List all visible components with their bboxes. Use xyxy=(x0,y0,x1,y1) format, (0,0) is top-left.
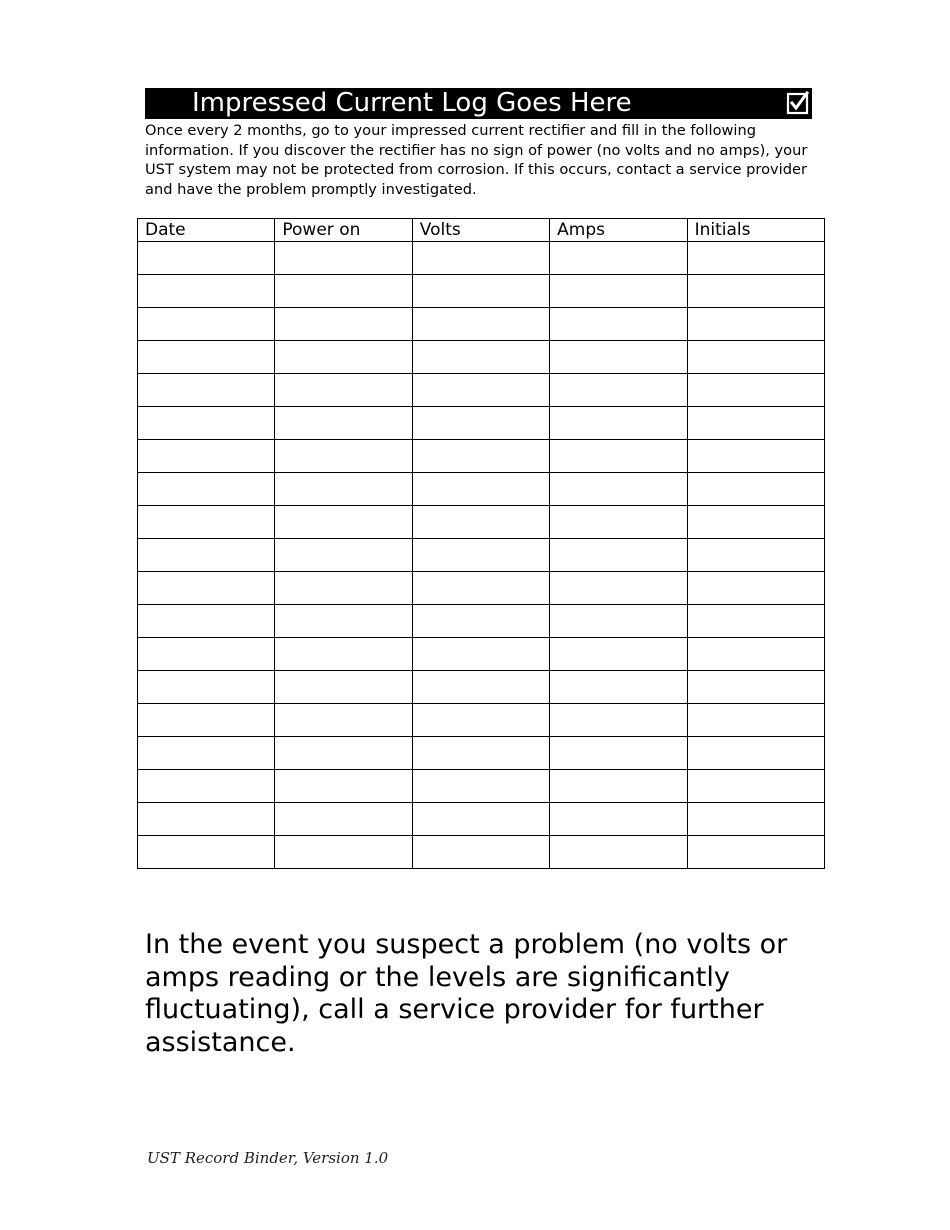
log-entry-cell[interactable] xyxy=(687,473,824,506)
log-entry-cell[interactable] xyxy=(412,638,549,671)
log-entry-cell[interactable] xyxy=(687,506,824,539)
table-row xyxy=(138,308,825,341)
table-row xyxy=(138,242,825,275)
log-entry-cell[interactable] xyxy=(687,308,824,341)
log-entry-cell[interactable] xyxy=(275,506,412,539)
log-entry-cell[interactable] xyxy=(138,638,275,671)
table-row xyxy=(138,803,825,836)
log-entry-cell[interactable] xyxy=(550,770,687,803)
table-row xyxy=(138,572,825,605)
log-entry-cell[interactable] xyxy=(412,308,549,341)
log-entry-cell[interactable] xyxy=(412,836,549,869)
log-entry-cell[interactable] xyxy=(412,605,549,638)
table-row xyxy=(138,638,825,671)
log-entry-cell[interactable] xyxy=(275,836,412,869)
table-row xyxy=(138,275,825,308)
log-entry-cell[interactable] xyxy=(275,638,412,671)
log-entry-cell[interactable] xyxy=(550,737,687,770)
footer-version: UST Record Binder, Version 1.0 xyxy=(147,1149,389,1167)
log-entry-cell[interactable] xyxy=(138,308,275,341)
log-entry-cell[interactable] xyxy=(687,836,824,869)
table-row xyxy=(138,770,825,803)
log-entry-cell[interactable] xyxy=(412,374,549,407)
table-row xyxy=(138,539,825,572)
log-entry-cell[interactable] xyxy=(550,704,687,737)
log-entry-cell[interactable] xyxy=(412,803,549,836)
log-entry-cell[interactable] xyxy=(687,275,824,308)
log-entry-cell[interactable] xyxy=(275,407,412,440)
log-entry-cell[interactable] xyxy=(138,770,275,803)
log-entry-cell[interactable] xyxy=(275,341,412,374)
log-entry-cell[interactable] xyxy=(687,704,824,737)
log-entry-cell[interactable] xyxy=(687,539,824,572)
log-entry-cell[interactable] xyxy=(550,341,687,374)
column-header: Power on xyxy=(275,219,412,242)
log-entry-cell[interactable] xyxy=(550,440,687,473)
log-entry-cell[interactable] xyxy=(412,770,549,803)
table-row xyxy=(138,473,825,506)
checked-box-icon xyxy=(786,91,810,115)
log-entry-cell[interactable] xyxy=(687,572,824,605)
log-entry-cell[interactable] xyxy=(275,572,412,605)
log-entry-cell[interactable] xyxy=(687,671,824,704)
log-entry-cell[interactable] xyxy=(138,407,275,440)
log-entry-cell[interactable] xyxy=(138,572,275,605)
log-entry-cell[interactable] xyxy=(275,242,412,275)
log-entry-cell[interactable] xyxy=(138,242,275,275)
log-entry-cell[interactable] xyxy=(138,836,275,869)
log-entry-cell[interactable] xyxy=(138,539,275,572)
log-entry-cell[interactable] xyxy=(275,770,412,803)
log-entry-cell[interactable] xyxy=(138,506,275,539)
log-entry-cell[interactable] xyxy=(412,440,549,473)
section-title-bar xyxy=(145,88,812,119)
table-row xyxy=(138,671,825,704)
log-entry-cell[interactable] xyxy=(687,803,824,836)
log-entry-cell[interactable] xyxy=(687,605,824,638)
table-row xyxy=(138,836,825,869)
table-row xyxy=(138,341,825,374)
log-entry-cell[interactable] xyxy=(550,605,687,638)
log-entry-cell[interactable] xyxy=(412,275,549,308)
table-row xyxy=(138,440,825,473)
log-entry-cell[interactable] xyxy=(138,473,275,506)
table-row xyxy=(138,506,825,539)
log-entry-cell[interactable] xyxy=(550,803,687,836)
log-entry-cell[interactable] xyxy=(412,737,549,770)
log-entry-cell[interactable] xyxy=(138,737,275,770)
log-entry-cell[interactable] xyxy=(550,539,687,572)
log-entry-cell[interactable] xyxy=(412,671,549,704)
log-entry-cell[interactable] xyxy=(275,803,412,836)
table-body xyxy=(138,242,825,869)
table-row xyxy=(138,605,825,638)
log-entry-cell[interactable] xyxy=(275,605,412,638)
impressed-current-log-table xyxy=(137,218,825,869)
log-entry-cell[interactable] xyxy=(687,242,824,275)
log-entry-cell[interactable] xyxy=(275,440,412,473)
log-entry-cell[interactable] xyxy=(687,341,824,374)
column-header: Initials xyxy=(687,219,824,242)
log-entry-cell[interactable] xyxy=(550,572,687,605)
log-entry-cell[interactable] xyxy=(412,539,549,572)
log-entry-cell[interactable] xyxy=(687,374,824,407)
log-entry-cell[interactable] xyxy=(138,671,275,704)
log-entry-cell[interactable] xyxy=(550,638,687,671)
log-entry-cell[interactable] xyxy=(275,275,412,308)
table-row xyxy=(138,407,825,440)
log-entry-cell[interactable] xyxy=(550,506,687,539)
log-entry-cell[interactable] xyxy=(138,605,275,638)
log-entry-cell[interactable] xyxy=(687,770,824,803)
log-entry-cell[interactable] xyxy=(412,704,549,737)
log-entry-cell[interactable] xyxy=(550,671,687,704)
log-entry-cell[interactable] xyxy=(550,275,687,308)
log-entry-cell[interactable] xyxy=(275,473,412,506)
table-row xyxy=(138,704,825,737)
log-entry-cell[interactable] xyxy=(138,704,275,737)
column-header: Amps xyxy=(550,219,687,242)
intro-paragraph: Once every 2 months, go to your impressed current rectifier and fill in the following information. If you discover the rectifier has no sign of power (no volts and no amps), your UST system may not be protected from corrosion. If this occurs, contact a service provider and have the problem promptly investigated. xyxy=(145,122,808,198)
log-entry-cell[interactable] xyxy=(275,308,412,341)
log-entry-cell[interactable] xyxy=(550,407,687,440)
closing-paragraph: In the event you suspect a problem (no volts or amps reading or the levels are significantly fluctuating), call a service provider for further assistance. xyxy=(145,929,788,1058)
log-entry-cell[interactable] xyxy=(275,671,412,704)
table-row xyxy=(138,374,825,407)
log-entry-cell[interactable] xyxy=(138,341,275,374)
log-entry-cell[interactable] xyxy=(550,473,687,506)
log-entry-cell[interactable] xyxy=(412,506,549,539)
log-entry-cell[interactable] xyxy=(412,473,549,506)
log-entry-cell[interactable] xyxy=(275,539,412,572)
log-entry-cell[interactable] xyxy=(687,440,824,473)
log-entry-cell[interactable] xyxy=(412,341,549,374)
log-entry-cell[interactable] xyxy=(687,407,824,440)
log-entry-cell[interactable] xyxy=(412,407,549,440)
log-entry-cell[interactable] xyxy=(275,737,412,770)
log-entry-cell[interactable] xyxy=(275,374,412,407)
log-entry-cell[interactable] xyxy=(687,638,824,671)
log-entry-cell[interactable] xyxy=(138,440,275,473)
column-header: Volts xyxy=(412,219,549,242)
log-entry-cell[interactable] xyxy=(138,275,275,308)
log-entry-cell[interactable] xyxy=(138,803,275,836)
log-entry-cell[interactable] xyxy=(550,374,687,407)
column-header: Date xyxy=(138,219,275,242)
log-entry-cell[interactable] xyxy=(412,572,549,605)
log-entry-cell[interactable] xyxy=(687,737,824,770)
log-entry-cell[interactable] xyxy=(550,242,687,275)
section-title: Impressed Current Log Goes Here xyxy=(192,88,632,118)
log-entry-cell[interactable] xyxy=(138,374,275,407)
log-entry-cell[interactable] xyxy=(275,704,412,737)
table-header-row xyxy=(138,219,825,242)
log-entry-cell[interactable] xyxy=(412,242,549,275)
log-entry-cell[interactable] xyxy=(550,308,687,341)
table-row xyxy=(138,737,825,770)
log-entry-cell[interactable] xyxy=(550,836,687,869)
